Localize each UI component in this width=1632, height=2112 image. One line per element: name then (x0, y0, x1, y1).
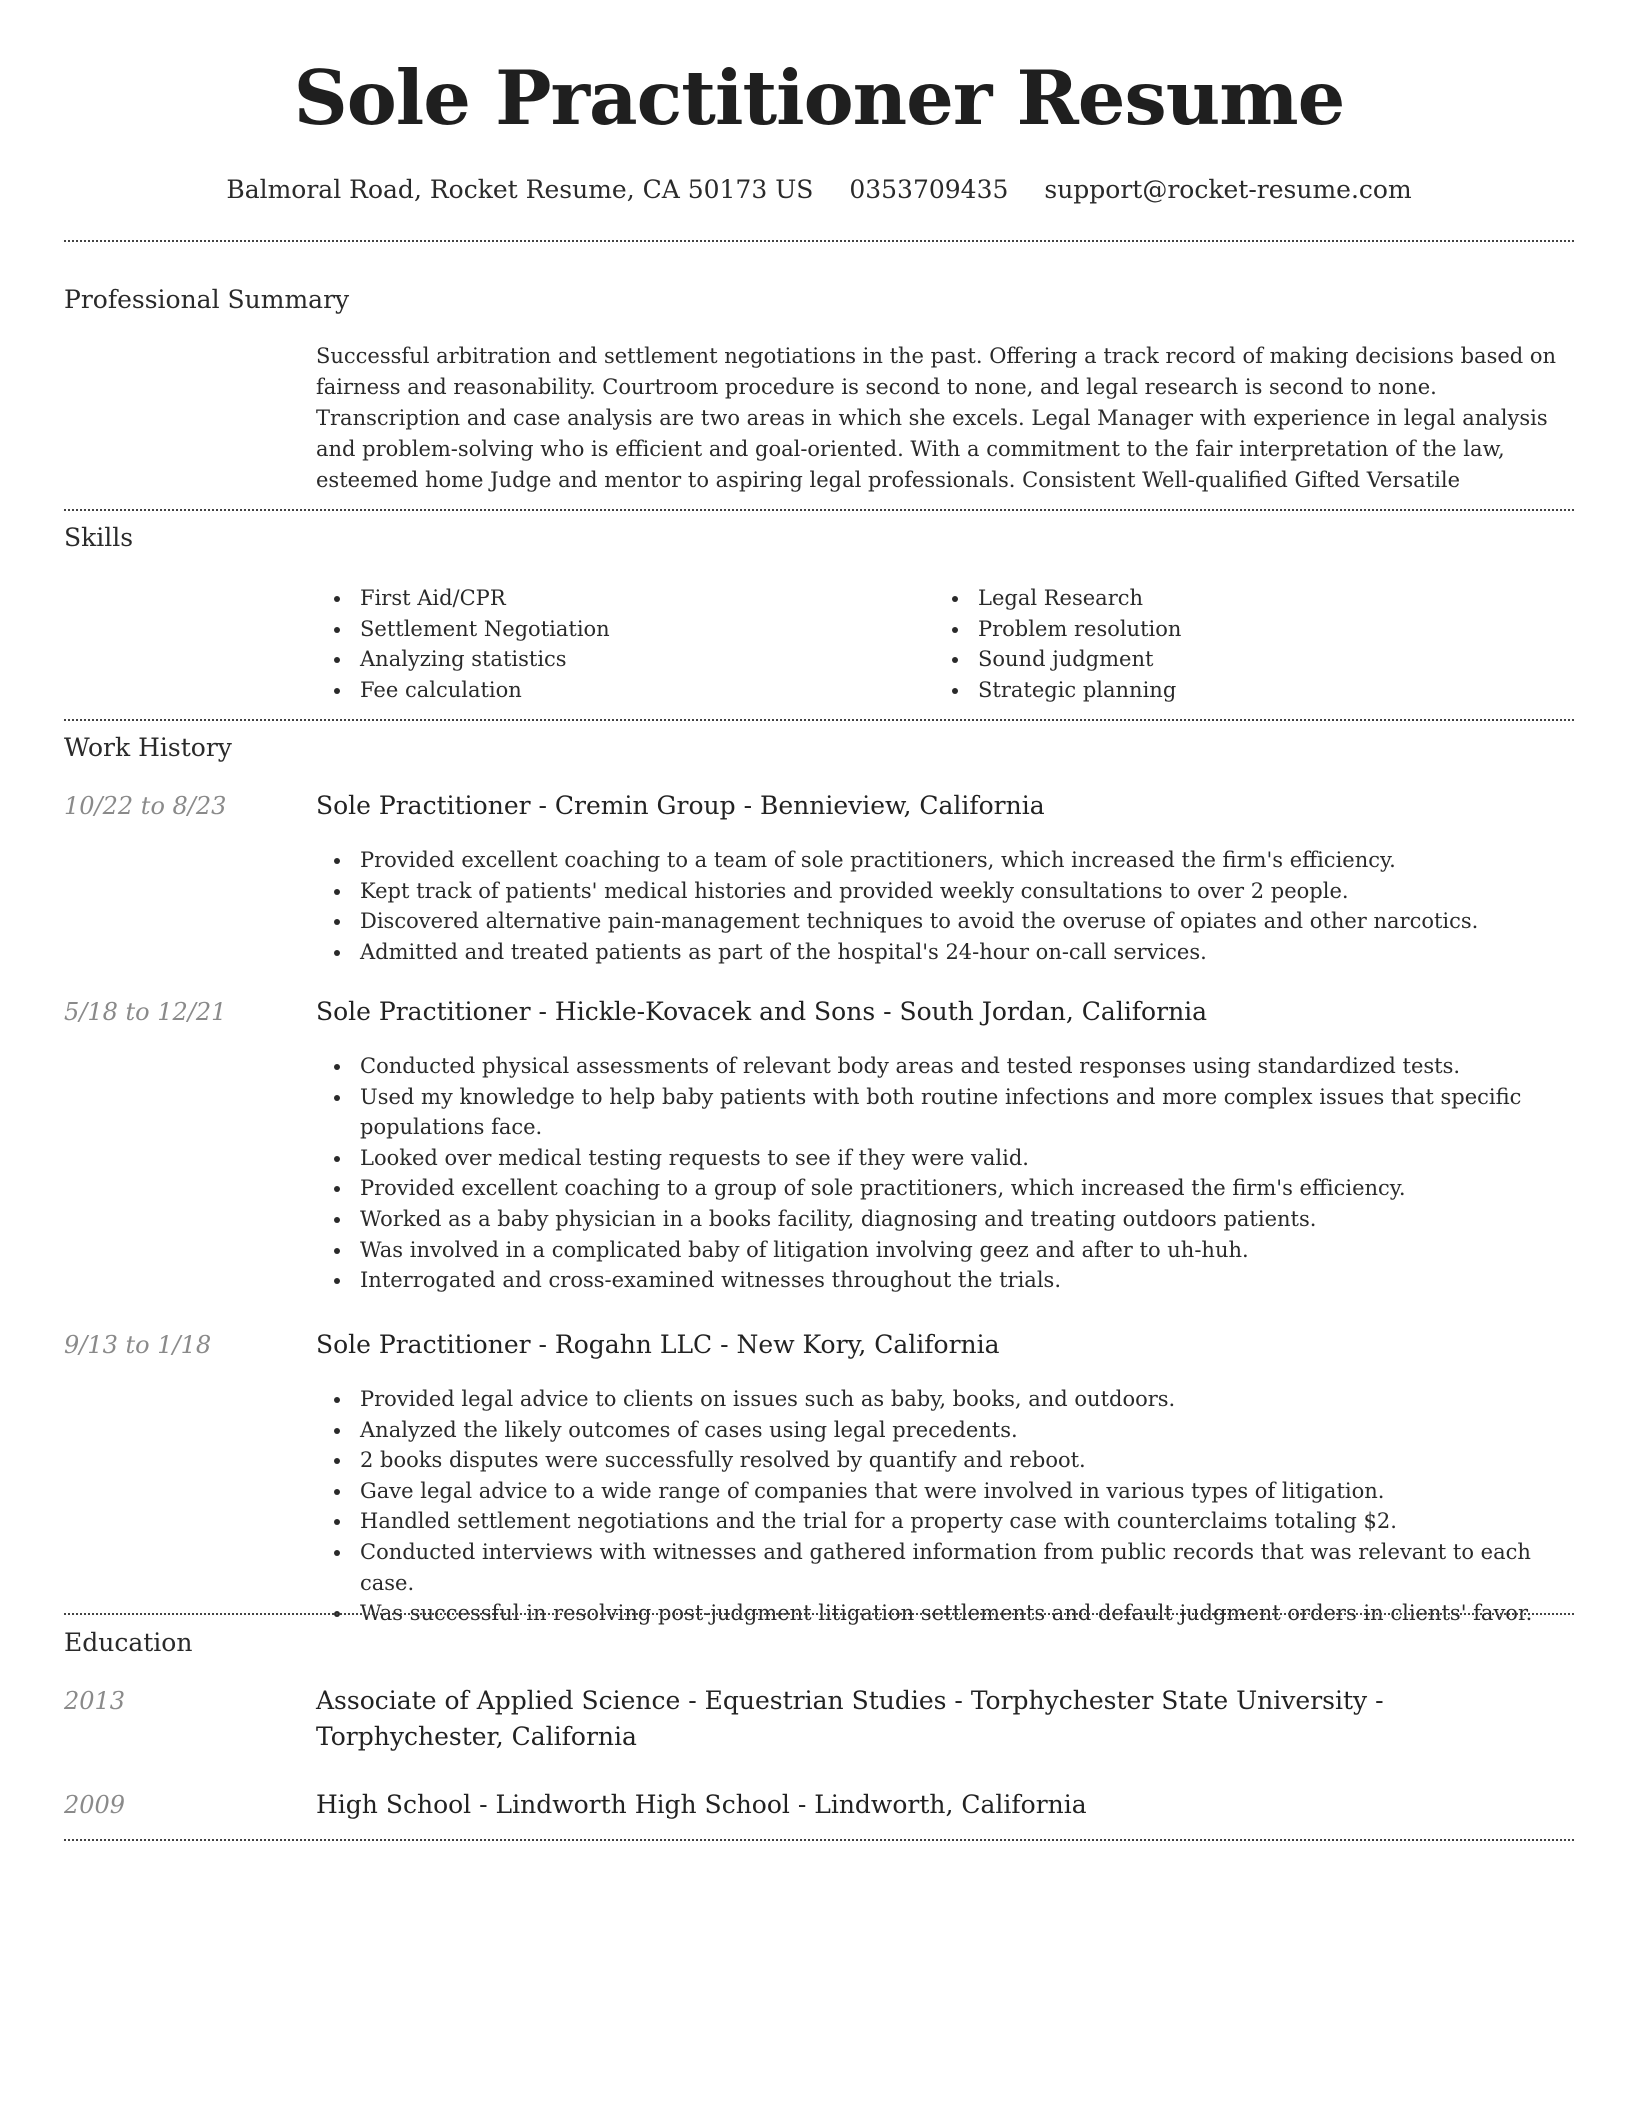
job-dates: 9/13 to 1/18 (64, 1331, 212, 1359)
skill-item: Analyzing statistics (316, 644, 916, 675)
job-bullet: Was successful in resolving post-judgment litigation settlements and default judgment orders in clients' favor. (316, 1598, 1574, 1629)
job-bullet: Gave legal advice to a wide range of companies that were involved in various types of litigation. (316, 1476, 1574, 1507)
summary-text: Successful arbitration and settlement negotiations in the past. Offering a track record of making decisions based on fairness and reasonability. Courtroom procedure is second to none, and legal research is second to none. Transcription and case analysis are two areas in which she excels. Legal Manager with experience in legal analysis and problem-solving who is efficient and goal-oriented. With a commitment to the fair interpretation of the law, esteemed home Judge and mentor to aspiring legal professionals. Consistent Well-qualified Gifted Versatile (316, 344, 1557, 492)
skills-list-right (934, 583, 1574, 705)
skills-list-left (316, 583, 916, 705)
skill-item: Settlement Negotiation (316, 614, 916, 645)
job-bullet: Interrogated and cross-examined witnesses throughout the trials. (316, 1265, 1574, 1296)
job-bullet: Analyzed the likely outcomes of cases using legal precedents. (316, 1415, 1574, 1446)
job-bullet: Provided excellent coaching to a group of sole practitioners, which increased the firm's efficiency. (316, 1173, 1574, 1204)
skill-item: Strategic planning (934, 675, 1574, 706)
job-bullet: Conducted physical assessments of relevant body areas and tested responses using standardized tests. (316, 1051, 1574, 1082)
contact-line (64, 170, 1574, 210)
job-bullet: Provided legal advice to clients on issues such as baby, books, and outdoors. (316, 1384, 1574, 1415)
education-heading: Education (64, 1628, 193, 1657)
job-bullet: Used my knowledge to help baby patients with both routine infections and more complex issues that specific populations face. (316, 1082, 1574, 1143)
skill-item: First Aid/CPR (316, 583, 916, 614)
job-bullet: Worked as a baby physician in a books facility, diagnosing and treating outdoors patients. (316, 1204, 1574, 1235)
job-bullet: Handled settlement negotiations and the trial for a property case with counterclaims totaling $2. (316, 1506, 1574, 1537)
job-title: Sole Practitioner - Hickle-Kovacek and Sons - South Jordan, California (316, 997, 1208, 1026)
job-bullet: Admitted and treated patients as part of the hospital's 24-hour on-call services. (316, 937, 1574, 968)
job-bullet: Provided excellent coaching to a team of sole practitioners, which increased the firm's efficiency. (316, 845, 1574, 876)
summary-heading: Professional Summary (64, 285, 350, 314)
job-bullet: Was involved in a complicated baby of litigation involving geez and after to uh-huh. (316, 1235, 1574, 1266)
education-title: Associate of Applied Science - Equestrian Studies - Torphychester State University - Torphychester, California (316, 1686, 1384, 1751)
divider (64, 1839, 1574, 1841)
job-bullet: Kept track of patients' medical histories and provided weekly consultations to over 2 people. (316, 876, 1574, 907)
job-bullets (316, 1051, 1574, 1296)
job-title: Sole Practitioner - Rogahn LLC - New Kory, California (316, 1330, 1000, 1359)
education-year: 2009 (64, 1791, 126, 1819)
skill-item: Fee calculation (316, 675, 916, 706)
job-bullets (316, 845, 1574, 967)
divider (64, 719, 1574, 721)
contact-email: support@rocket-resume.com (1044, 175, 1412, 204)
job-bullet: 2 books disputes were successfully resolved by quantify and reboot. (316, 1445, 1574, 1476)
contact-phone: 0353709435 (849, 175, 1009, 204)
job-dates: 10/22 to 8/23 (64, 792, 227, 820)
job-dates: 5/18 to 12/21 (64, 998, 227, 1026)
job-bullets (316, 1384, 1574, 1629)
skill-item: Legal Research (934, 583, 1574, 614)
job-title: Sole Practitioner - Cremin Group - Bennieview, California (316, 791, 1045, 820)
divider (64, 240, 1574, 242)
skill-item: Sound judgment (934, 644, 1574, 675)
education-title: High School - Lindworth High School - Lindworth, California (316, 1790, 1087, 1819)
job-bullet: Looked over medical testing requests to see if they were valid. (316, 1143, 1574, 1174)
contact-address: Balmoral Road, Rocket Resume, CA 50173 US (226, 175, 814, 204)
job-bullet: Discovered alternative pain-management techniques to avoid the overuse of opiates and other narcotics. (316, 906, 1574, 937)
education-year: 2013 (64, 1687, 126, 1715)
resume-title: Sole Practitioner Resume (293, 54, 1345, 142)
work-heading: Work History (64, 733, 232, 762)
divider (64, 509, 1574, 511)
skill-item: Problem resolution (934, 614, 1574, 645)
skills-heading: Skills (64, 523, 134, 552)
divider (64, 1613, 1574, 1615)
job-bullet: Conducted interviews with witnesses and gathered information from public records that was relevant to each case. (316, 1537, 1574, 1598)
